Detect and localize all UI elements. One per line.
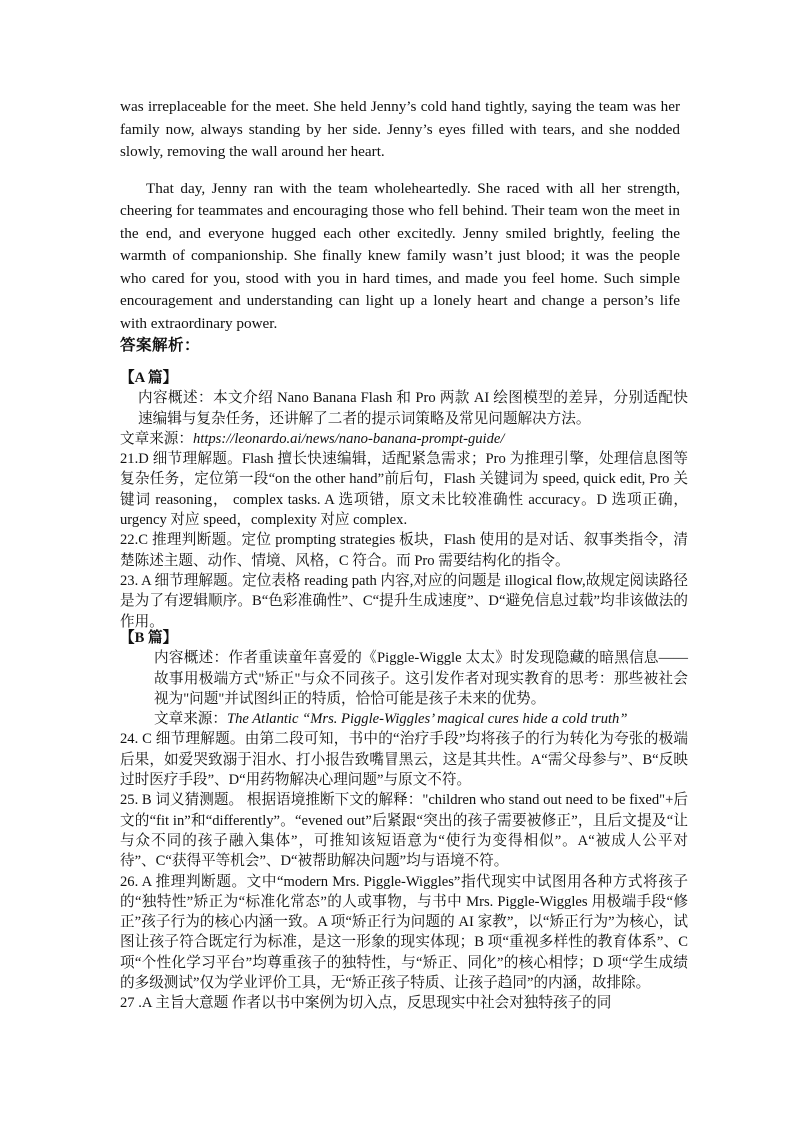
- section-a-source: [120, 429, 688, 449]
- section-a-source-label: 文章来源：: [120, 430, 193, 447]
- answer-27: 27 .A 主旨大意题 作者以书中案例为切入点，反思现实中社会对独特孩子的同: [120, 995, 612, 1012]
- section-a-title: 【A 篇】: [120, 370, 178, 386]
- section-b: [120, 628, 688, 1014]
- answer-24: 24. C 细节理解题。由第二段可知，书中的“治疗手段”均将孩子的行为转化为夸张的极端后果，如爱哭致溺于泪水、打小报告致嘴冒黑云，这是其共性。A“需父母参与”、B“反映过时医疗手段”、D“用药物解决心理问题”与原文不符。: [120, 731, 688, 789]
- answer-22: 22.C 推理判断题。定位 prompting strategies 板块，Flash 使用的是对话、叙事类指令，清楚陈述主题、动作、情境、风格，C 符合。而 Pro 需要结构化的指令。: [120, 532, 688, 569]
- section-a-source-link[interactable]: https://leonardo.ai/news/nano-banana-prompt-guide/: [192, 430, 505, 447]
- section-b-source-label: 文章来源：: [154, 711, 227, 728]
- section-a: [120, 368, 688, 632]
- section-b-source-title: The Atlantic “Mrs. Piggle-Wiggles’ magical cures hide a cold truth”: [226, 711, 628, 728]
- passage-text: [120, 96, 680, 335]
- answer-21: 21.D 细节理解题。Flash 擅长快速编辑，适配紧急需求；Pro 为推理引擎，处理信息图等复杂任务，定位第一段“on the other hand”前后句，Flash 关键词为 speed, quick edit, Pro 关键词 reasoning， complex tasks. A 选项错，原文未比较准确性 accuracy。D 选项正确，urgency 对应 speed，complexity 对应 complex.: [120, 451, 688, 529]
- section-b-title: 【B 篇】: [120, 630, 178, 646]
- section-b-source: [120, 709, 688, 729]
- answer-23: 23. A 细节理解题。定位表格 reading path 内容,对应的问题是 illogical flow,故规定阅读路径是为了有逻辑顺序。B“色彩准确性”、C“提升生成速度”、D“避免信息过载”均非该做法的作用。: [120, 572, 688, 630]
- passage-paragraph-1: was irreplaceable for the meet. She held Jenny’s cold hand tightly, saying the team was her family now, always standing by her side. Jenny’s eyes filled with tears, and she nodded slowly, removing the wall around her heart.: [120, 98, 680, 160]
- answer-26: 26. A 推理判断题。文中“modern Mrs. Piggle-Wiggles”指代现实中试图用各种方式将孩子的“独特性”矫正为“标准化常态”的人或事物，与书中 Mrs. Piggle-Wiggles 用极端手段“修正”孩子行为的核心内涵一致。A 项“矫正行为问题的 AI 家教”，以“矫正行为”为核心，试图让孩子符合既定行为标准，是这一形象的现实体现；B 项“重视多样性的教育体系”、C 项“个性化学习平台”均尊重孩子的独特性，与“矫正、同化”的核心相悖；D 项“学生成绩的多级测试”仅为学业评价工具，无“矫正孩子特质、让孩子趋同”的内涵，故排除。: [120, 873, 688, 992]
- passage-paragraph-2: That day, Jenny ran with the team wholeheartedly. She raced with all her strength, cheering for teammates and encouraging those who fell behind. Their team won the meet in the end, and everyone hugged each other excitedly. Jenny smiled brightly, feeling the warmth of companionship. She finally knew family wasn’t just blood; it was the people who cared for you, stood with you in hard times, and made you feel home. Such simple encouragement and understanding can light up a lonely heart and change a person’s life with extraordinary power.: [120, 179, 680, 332]
- answer-25: 25. B 词义猜测题。 根据语境推断下文的解释："children who stand out need to be fixed"+后文的“fit in”和“differently”。“evened out”后紧跟“突出的孩子需要被修正”，且后文提及“让与众不同的孩子融入集体”，可推知该短语意为“使行为变得相似”。A“被成人公平对待”、C“获得平等机会”、D“被帮助解决问题”均与语境不符。: [120, 792, 688, 870]
- section-b-summary: 内容概述：作者重读童年喜爱的《Piggle-Wiggle 太太》时发现隐藏的暗黑信息——故事用极端方式"矫正"与众不同孩子。这引发作者对现实教育的思考：那些被社会视为"问题"并试图纠正的特质，恰恰可能是孩子未来的优势。: [154, 650, 688, 707]
- section-a-summary: 内容概述：本文介绍 Nano Banana Flash 和 Pro 两款 AI 绘图模型的差异，分别适配快速编辑与复杂任务，还讲解了二者的提示词策略及常见问题解决方法。: [138, 390, 688, 427]
- answer-heading: 答案解析：: [120, 337, 201, 354]
